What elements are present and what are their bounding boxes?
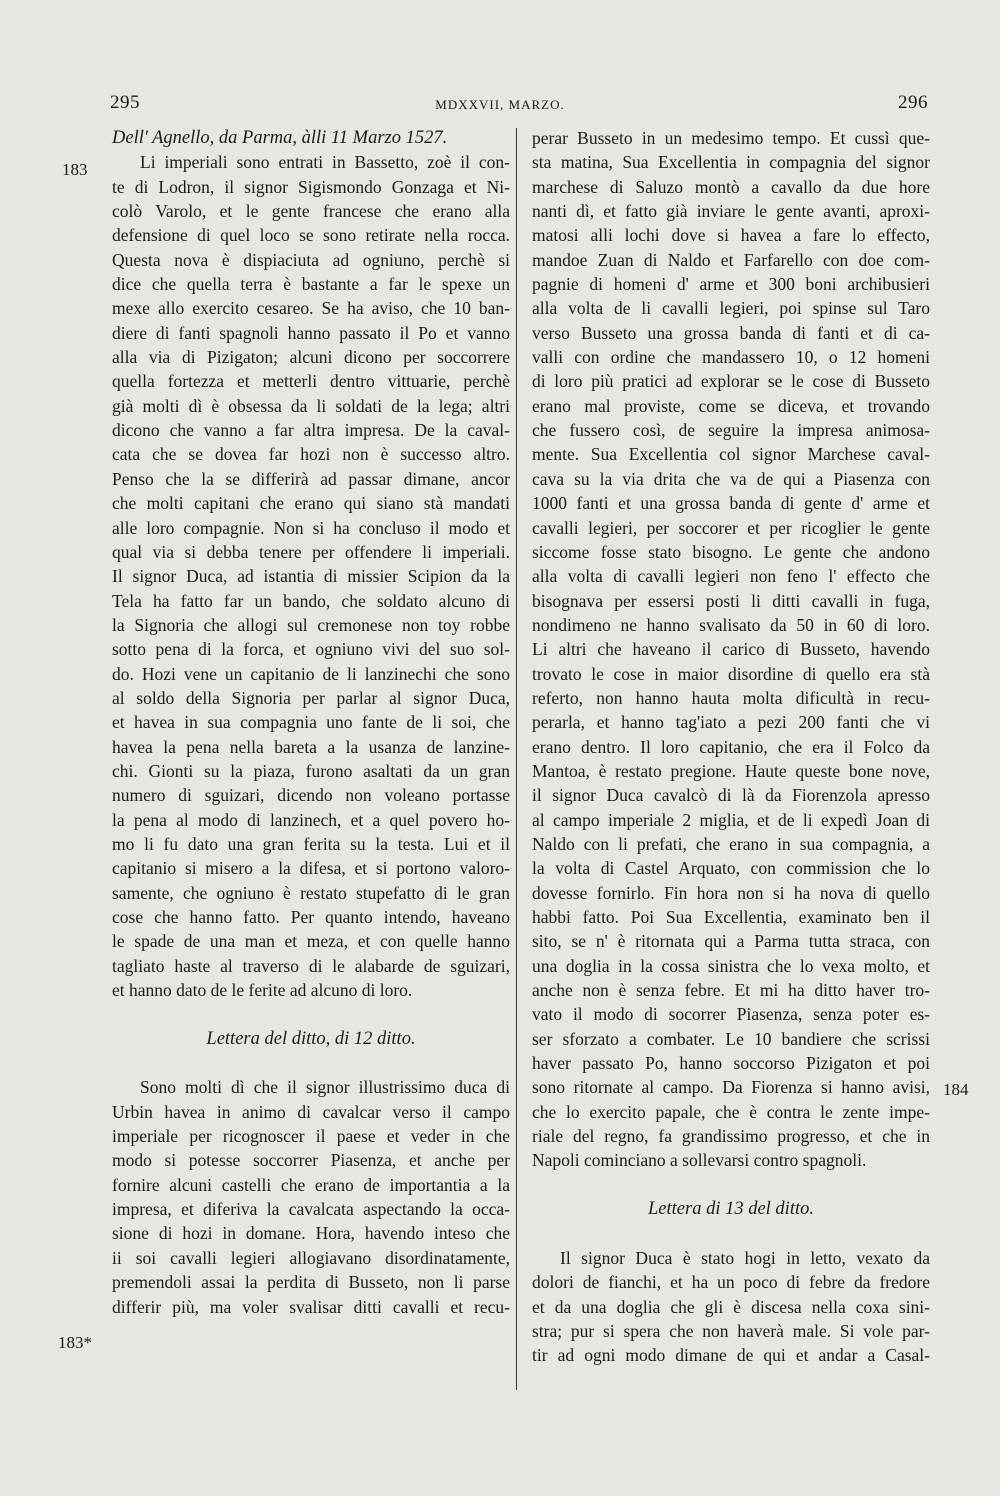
text-line: Penso che la se differirà ad passar dimane, ancor	[112, 468, 510, 489]
text-line: perar Busseto in un medesimo tempo. Et cussì que-	[532, 128, 930, 148]
letter-heading: Dell' Agnello, da Parma, àlli 11 Marzo 1527.	[112, 128, 448, 148]
text-line: sito, se n' è ritornata qui a Parma tutta straca, con	[532, 931, 930, 952]
text-line: perarla, et hanno tag'iato a pezi 200 fanti che vi	[532, 712, 930, 733]
spacer	[112, 1002, 510, 1026]
text-line: haver passato Po, hanno soccorso Pizigaton et poi	[532, 1053, 930, 1074]
text-line: cata che se dovea far hozi non è successo altro.	[112, 444, 510, 465]
text-line: che fussero così, de seguire la impresa animosa-	[532, 420, 930, 441]
text-line: colò Varolo, et le gente francese che erano alla	[112, 201, 510, 222]
text-line: la pena al modo di lanzinech, et a quel povero ho-	[112, 809, 510, 830]
text-line: matosi alli lochi dove si havea a fare lo effecto,	[532, 225, 930, 246]
text-line: il signor Duca cavalcò di là da Fiorenzola apresso	[532, 785, 930, 806]
text-line: differir più, ma voler svalisar ditti cavalli et recu-	[112, 1296, 510, 1317]
text-line: chi. Gionti su la piaza, furono asaltati da un gran	[112, 760, 510, 781]
text-line: do. Hozi vene un capitanio de li lanzinechi che sono	[112, 663, 510, 684]
column-divider	[516, 128, 517, 1390]
text-line: 1000 fanti et una grossa banda di gente d' arme et	[532, 493, 930, 514]
text-line: Sono molti dì che il signor illustrissimo duca di	[140, 1077, 510, 1098]
text-line: diere di fanti spagnoli hanno passato il Po et vanno	[112, 322, 510, 343]
text-line: dice che quella terra è bastante a far le spexe un	[112, 274, 510, 295]
text-line: sotto pena di la forca, et ogniuno vivi del suo sol-	[112, 639, 510, 660]
text-line: dovesse fornirlo. Fin hora non si ha nova di quello	[532, 882, 930, 903]
text-line: ii soi cavalli legieri allogiavano disordinatamente,	[112, 1247, 510, 1268]
text-line: impresa, et diferiva la cavalcata aspectando la occa-	[112, 1199, 510, 1220]
text-line: valli con ordine che mandassero 10, o 12 homeni	[532, 347, 930, 368]
text-line: et da una doglia che gli è discesa nella coxa sini-	[532, 1296, 930, 1317]
text-line: cavalli legieri, per soccorer et per ricoglier le gente	[532, 517, 930, 538]
text-line: mexe allo exercito cesareo. Se ha aviso, che 10 ban-	[112, 298, 510, 319]
left-column	[112, 126, 510, 1319]
text-line: Il signor Duca, ad istantia di missier Scipion da la	[112, 566, 510, 587]
text-line: Mantoa, è restato pregione. Haute queste bone nove,	[532, 760, 930, 781]
text-line: pagnie di homeni d' arme et 300 boni archibusieri	[532, 274, 930, 295]
text-line: le spade de una man et meza, et con quelle hanno	[112, 931, 510, 952]
text-line: Li imperiali sono entrati in Bassetto, zoè il con-	[140, 152, 510, 173]
right-column	[532, 126, 930, 1368]
text-line: erano dentro. Il loro capitanio, che era il Folco da	[532, 736, 930, 757]
letter-heading: Lettera di 13 del ditto.	[648, 1199, 814, 1220]
text-line: nondimeno ne hanno svalisato da 50 in 60 di loro.	[532, 614, 930, 635]
text-line: qual via si debba tenere per offendere li imperiali.	[112, 541, 510, 562]
text-line: marchese di Saluzo montò a cavallo da due hore	[532, 176, 930, 197]
text-line: una doglia in la cossa sinistra che lo vexa molto, et	[532, 955, 930, 976]
text-line: imperiale per ricognoscer il paese et veder in che	[112, 1126, 510, 1147]
text-line: bisognava per essersi posti li ditti cavalli in fuga,	[532, 590, 930, 611]
text-line: vato il modo di socorrer Piasenza, senza poter es-	[532, 1004, 930, 1025]
text-line: mo li fu dato una gran ferita su la testa. Lui et il	[112, 833, 510, 854]
text-line: mandoe Zuan di Naldo et Farfarello con doe com-	[532, 249, 930, 270]
text-line: ser sforzato a combater. Le 10 bandiere che scrissi	[532, 1028, 930, 1049]
text-line: Napoli cominciano a sollevarsi contro spagnoli.	[532, 1150, 867, 1171]
text-line: anche non è senza febre. Et mi ha ditto haver tro-	[532, 980, 930, 1001]
text-line: tir ad ogni modo dimane de qui et andar a Casal-	[532, 1345, 930, 1366]
text-line: alle loro compagnie. Non si ha concluso il modo et	[112, 517, 510, 538]
text-line: sono ritornate al campo. Da Fiorenza si hanno avisi,	[532, 1077, 930, 1098]
text-line: al campo imperiale 2 miglia, et de li expedì Joan di	[532, 809, 930, 830]
text-line: numero di sguizari, dicendo non voleano portasse	[112, 785, 510, 806]
text-line: referto, non hanno hauta molta dificultà in recu-	[532, 687, 930, 708]
text-line: Questa nova è dispiaciuta ad ogniuno, perchè si	[112, 249, 510, 270]
text-line: alla via di Pizigaton; alcuni dicono per soccorrere	[112, 347, 510, 368]
text-line: la Signoria che allogi sul cremonese non toy robbe	[112, 614, 510, 635]
text-line: di loro più pratici ad explorar se le cose di Busseto	[532, 371, 930, 392]
text-line: dolori de fianchi, et ha un poco di febre da fredore	[532, 1272, 930, 1293]
text-line: al soldo della Signoria per parlar al signor Duca,	[112, 687, 510, 708]
text-line: alla volta de li cavalli legieri, poi spinse sul Taro	[532, 298, 930, 319]
text-line: stra; pur si spera che non haverà male. Si vole par-	[532, 1320, 930, 1341]
text-line: Li altri che haveano il carico di Busseto, havendo	[532, 639, 930, 660]
text-line: che lo exercito papale, che è contra le zente impe-	[532, 1101, 930, 1122]
spacer	[532, 1221, 930, 1245]
text-line: quella fortezza et metterli dentro vittuarie, perchè	[112, 371, 510, 392]
text-line: capitanio si misero a la difesa, et si portono valoro-	[112, 858, 510, 879]
margin-number: 183	[62, 160, 88, 179]
text-line: trovato le cose in maior disordine di quello era stà	[532, 663, 930, 684]
text-line: sione di hozi in domane. Hora, havendo inteso che	[112, 1223, 510, 1244]
text-line: havea la pena nella bareta a la usanza de lanzine-	[112, 736, 510, 757]
text-line: erano mal proviste, come se diceva, et trovando	[532, 395, 930, 416]
text-line: cava su la via drita che va de qui a Piasenza con	[532, 468, 930, 489]
text-line: te di Lodron, il signor Sigismondo Gonzaga et Ni-	[112, 176, 510, 197]
text-line: verso Busseto una grossa banda di fanti et di ca-	[532, 322, 930, 343]
page-number-right: 296	[898, 92, 928, 113]
text-line: defensione di quel loco se sono retirate nella rocca.	[112, 225, 510, 246]
text-line: alla volta di cavalli legieri non feno l' effecto che	[532, 566, 930, 587]
text-line: habbi fatto. Poi Sua Excellentia, examinato ben il	[532, 907, 930, 927]
text-line: tagliato haste al traverso di le alabarde de sguizari,	[112, 955, 510, 976]
text-line: premendoli assai la perdita di Busseto, non li parse	[112, 1272, 510, 1293]
text-line: fornire alcuni castelli che erano de importantia a la	[112, 1174, 510, 1195]
text-line: Il signor Duca è stato hogi in letto, vexato da	[560, 1247, 930, 1268]
margin-number: 183*	[58, 1333, 92, 1352]
text-line: Naldo con li prefati, che erano in sua compagnia, a	[532, 833, 930, 854]
page-number-left: 295	[110, 92, 140, 113]
margin-number: 184	[943, 1080, 969, 1099]
text-line: la volta di Castel Arquato, con commission che lo	[532, 858, 930, 879]
text-line: siccome fosse stato bisogno. Le gente che andono	[532, 541, 930, 562]
text-line: che molti capitani che erano qui siano stà mandati	[112, 493, 510, 514]
text-line: riale del regno, fa grandissimo progresso, et che in	[532, 1126, 930, 1147]
text-line: samente, che ogniuno è restato stupefatto di le gran	[112, 882, 510, 903]
running-title: MDXXVII, MARZO.	[435, 97, 565, 112]
text-line: modo si potesse soccorrer Piasenza, et anche per	[112, 1150, 510, 1171]
text-line: Urbin havea in animo di cavalcar verso il campo	[112, 1101, 510, 1122]
text-line: dicono che vanno a far altra impresa. De la caval-	[112, 420, 510, 441]
text-line: et hanno dato de le ferite ad alcuno di loro.	[112, 980, 413, 1001]
letter-heading: Lettera del ditto, di 12 ditto.	[206, 1028, 416, 1049]
text-line: cose che hanno fatto. Per quanto intendo, haveano	[112, 907, 510, 927]
text-line: sta matina, Sua Excellentia in compagnia del signor	[532, 152, 930, 173]
spacer	[112, 1051, 510, 1075]
spacer	[532, 1173, 930, 1197]
text-line: nanti dì, et fatto già inviare le gente avanti, aproxi-	[532, 201, 930, 222]
text-line: Tela ha fatto far un bando, che soldato alcuno di	[112, 590, 510, 611]
text-line: et havea in sua compagnia uno fante de li soi, che	[112, 712, 510, 733]
text-line: già molti dì è obsessa da li soldati de la lega; altri	[112, 395, 510, 416]
text-line: mente. Sua Excellentia col signor Marchese caval-	[532, 444, 930, 465]
